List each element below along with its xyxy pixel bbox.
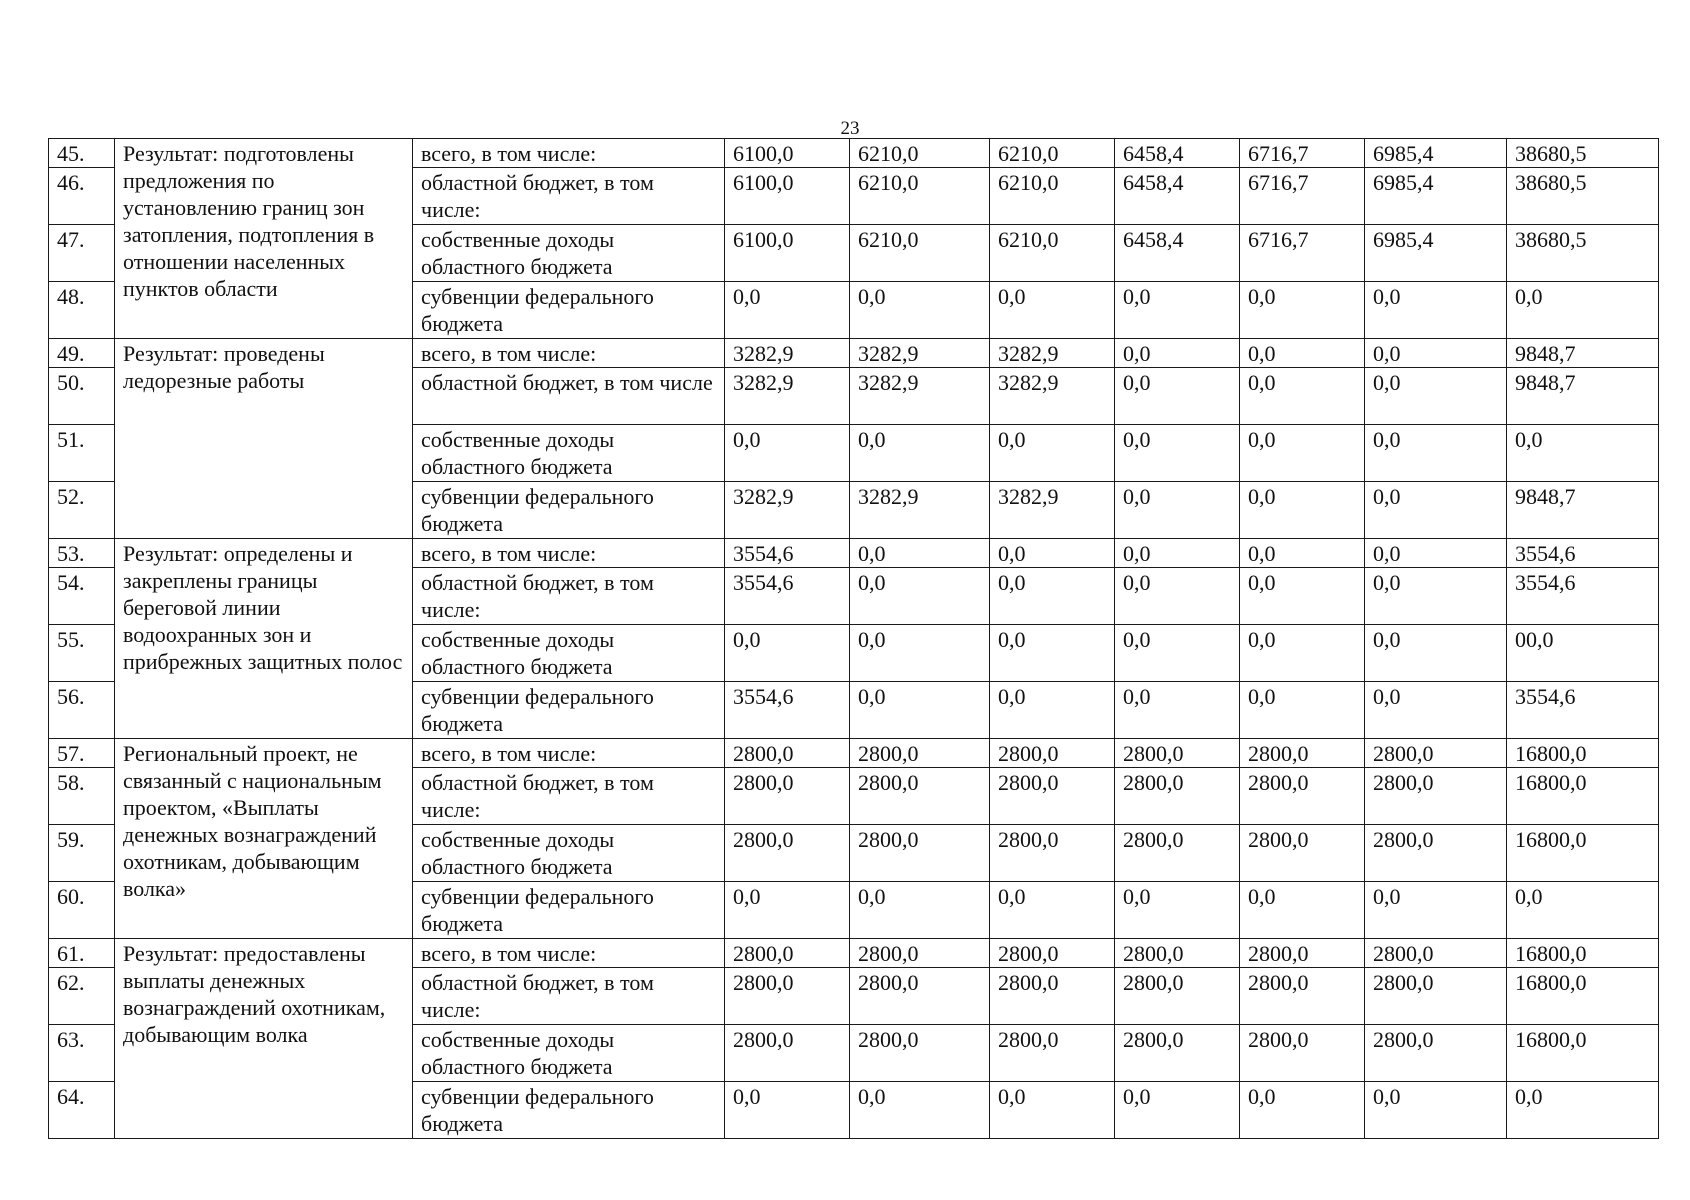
year-value-cell: 0,0 <box>1115 339 1240 368</box>
year-value-cell: 2800,0 <box>1365 968 1507 1025</box>
year-value-cell: 0,0 <box>1365 625 1507 682</box>
funding-source: всего, в том числе: <box>413 739 725 768</box>
funding-source: субвенции федерального бюджета <box>413 282 725 339</box>
row-number: 52. <box>49 482 115 539</box>
year-value-cell: 2800,0 <box>1240 768 1365 825</box>
year-value-cell: 6210,0 <box>850 139 990 168</box>
year-value-cell: 6716,7 <box>1240 168 1365 225</box>
year-value-cell: 2800,0 <box>1365 1025 1507 1082</box>
year-value-cell: 0,0 <box>990 882 1115 939</box>
year-value-cell: 2800,0 <box>1365 939 1507 968</box>
funding-source: областной бюджет, в том числе: <box>413 568 725 625</box>
year-value-cell: 0,0 <box>1365 1082 1507 1139</box>
funding-source: собственные доходы областного бюджета <box>413 225 725 282</box>
row-number: 55. <box>49 625 115 682</box>
year-value-cell: 0,0 <box>1115 882 1240 939</box>
year-value-cell: 0,0 <box>850 882 990 939</box>
funding-source: всего, в том числе: <box>413 139 725 168</box>
year-value-cell: 0,0 <box>990 282 1115 339</box>
year-value-cell: 3282,9 <box>850 368 990 425</box>
funding-source: областной бюджет, в том числе: <box>413 768 725 825</box>
row-number: 58. <box>49 768 115 825</box>
year-value-cell: 0,0 <box>1240 368 1365 425</box>
year-value-cell: 0,0 <box>1365 882 1507 939</box>
result-description: Результат: определены и закреплены границы береговой линии водоохранных зон и прибрежных защитных полос <box>115 539 413 739</box>
year-value-cell: 6716,7 <box>1240 225 1365 282</box>
total-value-cell: 3554,6 <box>1507 568 1659 625</box>
year-value-cell: 0,0 <box>1365 539 1507 568</box>
total-value-cell: 0,0 <box>1507 882 1659 939</box>
year-value-cell: 0,0 <box>850 625 990 682</box>
total-value-cell: 16800,0 <box>1507 1025 1659 1082</box>
total-value-cell: 38680,5 <box>1507 139 1659 168</box>
year-value-cell: 2800,0 <box>850 768 990 825</box>
year-value-cell: 3554,6 <box>725 539 850 568</box>
year-value-cell: 2800,0 <box>990 768 1115 825</box>
year-value-cell: 0,0 <box>990 682 1115 739</box>
year-value-cell: 0,0 <box>990 625 1115 682</box>
row-number: 54. <box>49 568 115 625</box>
total-value-cell: 3554,6 <box>1507 682 1659 739</box>
year-value-cell: 0,0 <box>1240 625 1365 682</box>
total-value-cell: 16800,0 <box>1507 968 1659 1025</box>
result-description: Результат: предоставлены выплаты денежных вознаграждений охотникам, добывающим волка <box>115 939 413 1139</box>
year-value-cell: 0,0 <box>1115 425 1240 482</box>
year-value-cell: 0,0 <box>1115 368 1240 425</box>
year-value-cell: 3282,9 <box>990 339 1115 368</box>
year-value-cell: 0,0 <box>1240 682 1365 739</box>
row-number: 57. <box>49 739 115 768</box>
row-number: 49. <box>49 339 115 368</box>
funding-source: областной бюджет, в том числе: <box>413 968 725 1025</box>
row-number: 46. <box>49 168 115 225</box>
row-number: 62. <box>49 968 115 1025</box>
year-value-cell: 6985,4 <box>1365 168 1507 225</box>
year-value-cell: 2800,0 <box>850 939 990 968</box>
total-value-cell: 9848,7 <box>1507 482 1659 539</box>
row-number: 47. <box>49 225 115 282</box>
year-value-cell: 3282,9 <box>850 482 990 539</box>
year-value-cell: 2800,0 <box>1365 825 1507 882</box>
year-value-cell: 0,0 <box>850 568 990 625</box>
table-row <box>49 139 1659 168</box>
year-value-cell: 2800,0 <box>1115 825 1240 882</box>
funding-source: всего, в том числе: <box>413 939 725 968</box>
funding-source: областной бюджет, в том числе <box>413 368 725 425</box>
row-number: 60. <box>49 882 115 939</box>
year-value-cell: 0,0 <box>990 568 1115 625</box>
funding-source: всего, в том числе: <box>413 539 725 568</box>
year-value-cell: 0,0 <box>1365 282 1507 339</box>
year-value-cell: 2800,0 <box>850 739 990 768</box>
total-value-cell: 38680,5 <box>1507 168 1659 225</box>
year-value-cell: 0,0 <box>1115 625 1240 682</box>
year-value-cell: 2800,0 <box>725 739 850 768</box>
budget-table <box>48 138 1659 1139</box>
year-value-cell: 0,0 <box>1240 482 1365 539</box>
year-value-cell: 6458,4 <box>1115 139 1240 168</box>
year-value-cell: 6100,0 <box>725 225 850 282</box>
year-value-cell: 2800,0 <box>1240 968 1365 1025</box>
year-value-cell: 3282,9 <box>725 339 850 368</box>
year-value-cell: 2800,0 <box>1115 739 1240 768</box>
year-value-cell: 2800,0 <box>850 968 990 1025</box>
funding-source: областной бюджет, в том числе: <box>413 168 725 225</box>
year-value-cell: 0,0 <box>725 425 850 482</box>
total-value-cell: 9848,7 <box>1507 339 1659 368</box>
year-value-cell: 3282,9 <box>725 482 850 539</box>
year-value-cell: 6985,4 <box>1365 139 1507 168</box>
year-value-cell: 6210,0 <box>990 139 1115 168</box>
year-value-cell: 0,0 <box>1115 682 1240 739</box>
year-value-cell: 2800,0 <box>1115 968 1240 1025</box>
year-value-cell: 0,0 <box>1240 882 1365 939</box>
year-value-cell: 0,0 <box>1115 482 1240 539</box>
year-value-cell: 2800,0 <box>990 968 1115 1025</box>
total-value-cell: 3554,6 <box>1507 539 1659 568</box>
year-value-cell: 6100,0 <box>725 168 850 225</box>
year-value-cell: 6716,7 <box>1240 139 1365 168</box>
year-value-cell: 0,0 <box>850 539 990 568</box>
year-value-cell: 3554,6 <box>725 568 850 625</box>
year-value-cell: 2800,0 <box>1365 768 1507 825</box>
year-value-cell: 0,0 <box>990 425 1115 482</box>
year-value-cell: 2800,0 <box>725 825 850 882</box>
year-value-cell: 2800,0 <box>1240 1025 1365 1082</box>
year-value-cell: 0,0 <box>1240 425 1365 482</box>
year-value-cell: 6985,4 <box>1365 225 1507 282</box>
year-value-cell: 0,0 <box>1115 1082 1240 1139</box>
total-value-cell: 0,0 <box>1507 1082 1659 1139</box>
year-value-cell: 0,0 <box>1240 1082 1365 1139</box>
funding-source: субвенции федерального бюджета <box>413 1082 725 1139</box>
funding-source: собственные доходы областного бюджета <box>413 425 725 482</box>
row-number: 53. <box>49 539 115 568</box>
year-value-cell: 2800,0 <box>725 1025 850 1082</box>
result-description: Региональный проект, не связанный с национальным проектом, «Выплаты денежных вознаграждений охотникам, добывающим волка» <box>115 739 413 939</box>
year-value-cell: 6210,0 <box>850 225 990 282</box>
year-value-cell: 2800,0 <box>725 968 850 1025</box>
row-number: 63. <box>49 1025 115 1082</box>
funding-source: собственные доходы областного бюджета <box>413 1025 725 1082</box>
funding-source: субвенции федерального бюджета <box>413 482 725 539</box>
year-value-cell: 6210,0 <box>850 168 990 225</box>
row-number: 45. <box>49 139 115 168</box>
funding-source: собственные доходы областного бюджета <box>413 825 725 882</box>
table-row <box>49 939 1659 968</box>
year-value-cell: 2800,0 <box>850 825 990 882</box>
year-value-cell: 2800,0 <box>990 739 1115 768</box>
total-value-cell: 0,0 <box>1507 425 1659 482</box>
year-value-cell: 0,0 <box>1365 482 1507 539</box>
year-value-cell: 0,0 <box>725 1082 850 1139</box>
year-value-cell: 2800,0 <box>1365 739 1507 768</box>
row-number: 48. <box>49 282 115 339</box>
year-value-cell: 0,0 <box>725 625 850 682</box>
year-value-cell: 3554,6 <box>725 682 850 739</box>
total-value-cell: 0,0 <box>1507 282 1659 339</box>
row-number: 51. <box>49 425 115 482</box>
year-value-cell: 0,0 <box>725 282 850 339</box>
year-value-cell: 0,0 <box>1365 682 1507 739</box>
page-number: 23 <box>840 118 860 139</box>
year-value-cell: 2800,0 <box>1240 939 1365 968</box>
year-value-cell: 2800,0 <box>990 939 1115 968</box>
year-value-cell: 6210,0 <box>990 225 1115 282</box>
row-number: 61. <box>49 939 115 968</box>
year-value-cell: 2800,0 <box>850 1025 990 1082</box>
row-number: 50. <box>49 368 115 425</box>
year-value-cell: 0,0 <box>1115 568 1240 625</box>
year-value-cell: 6100,0 <box>725 139 850 168</box>
table-body <box>49 139 1659 1139</box>
year-value-cell: 2800,0 <box>725 939 850 968</box>
year-value-cell: 0,0 <box>1365 568 1507 625</box>
year-value-cell: 3282,9 <box>850 339 990 368</box>
funding-source: субвенции федерального бюджета <box>413 682 725 739</box>
result-description: Результат: подготовлены предложения по установлению границ зон затопления, подтопления в отношении населенных пунктов области <box>115 139 413 339</box>
year-value-cell: 0,0 <box>850 1082 990 1139</box>
row-number: 59. <box>49 825 115 882</box>
table-row <box>49 339 1659 368</box>
year-value-cell: 0,0 <box>1365 339 1507 368</box>
table-row <box>49 539 1659 568</box>
table-row <box>49 739 1659 768</box>
year-value-cell: 0,0 <box>850 282 990 339</box>
year-value-cell: 2800,0 <box>1115 1025 1240 1082</box>
total-value-cell: 38680,5 <box>1507 225 1659 282</box>
funding-source: всего, в том числе: <box>413 339 725 368</box>
year-value-cell: 0,0 <box>1240 339 1365 368</box>
row-number: 56. <box>49 682 115 739</box>
total-value-cell: 00,0 <box>1507 625 1659 682</box>
year-value-cell: 0,0 <box>990 1082 1115 1139</box>
result-description: Результат: проведены ледорезные работы <box>115 339 413 539</box>
year-value-cell: 0,0 <box>1115 539 1240 568</box>
year-value-cell: 0,0 <box>1365 368 1507 425</box>
total-value-cell: 16800,0 <box>1507 768 1659 825</box>
year-value-cell: 0,0 <box>850 425 990 482</box>
year-value-cell: 3282,9 <box>990 368 1115 425</box>
year-value-cell: 6458,4 <box>1115 168 1240 225</box>
funding-source: субвенции федерального бюджета <box>413 882 725 939</box>
year-value-cell: 0,0 <box>1115 282 1240 339</box>
year-value-cell: 0,0 <box>1240 568 1365 625</box>
year-value-cell: 2800,0 <box>1240 739 1365 768</box>
year-value-cell: 2800,0 <box>990 825 1115 882</box>
year-value-cell: 2800,0 <box>1115 768 1240 825</box>
total-value-cell: 16800,0 <box>1507 939 1659 968</box>
year-value-cell: 0,0 <box>1240 539 1365 568</box>
year-value-cell: 0,0 <box>1240 282 1365 339</box>
year-value-cell: 2800,0 <box>725 768 850 825</box>
row-number: 64. <box>49 1082 115 1139</box>
year-value-cell: 0,0 <box>725 882 850 939</box>
total-value-cell: 16800,0 <box>1507 825 1659 882</box>
year-value-cell: 3282,9 <box>725 368 850 425</box>
year-value-cell: 0,0 <box>1365 425 1507 482</box>
total-value-cell: 16800,0 <box>1507 739 1659 768</box>
funding-source: собственные доходы областного бюджета <box>413 625 725 682</box>
year-value-cell: 0,0 <box>990 539 1115 568</box>
year-value-cell: 6458,4 <box>1115 225 1240 282</box>
year-value-cell: 0,0 <box>850 682 990 739</box>
year-value-cell: 6210,0 <box>990 168 1115 225</box>
total-value-cell: 9848,7 <box>1507 368 1659 425</box>
year-value-cell: 2800,0 <box>1115 939 1240 968</box>
year-value-cell: 3282,9 <box>990 482 1115 539</box>
year-value-cell: 2800,0 <box>990 1025 1115 1082</box>
year-value-cell: 2800,0 <box>1240 825 1365 882</box>
